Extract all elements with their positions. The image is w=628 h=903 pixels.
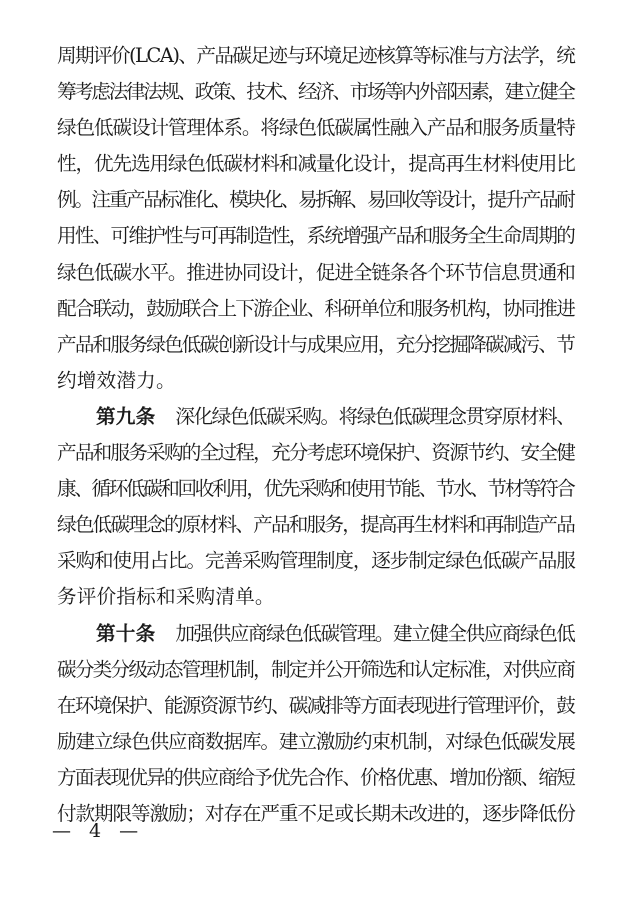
line-text: 例。注重产品标准化、模块化、易拆解、易回收等设计，提升产品耐 <box>57 188 574 212</box>
line-text: 方面表现优异的供应商给予优先合作、价格优惠、增加份额、缩短 <box>57 765 575 789</box>
line-text: 康、循环低碳和回收利用，优先采购和使用节能、节水、节材等符合 <box>57 477 574 501</box>
article-10-first-line <box>0 614 628 654</box>
text-line <box>0 686 628 726</box>
line-text: 深化绿色低碳采购。将绿色低碳理念贯穿原材料、 <box>175 404 575 428</box>
text-line <box>0 541 628 581</box>
line-text: 励建立绿色供应商数据库。建立激励约束机制，对绿色低碳发展 <box>57 729 575 753</box>
line-text: 在环境保护、能源资源节约、碳减排等方面表现进行管理评价，鼓 <box>57 693 575 717</box>
text-line <box>0 758 628 798</box>
text-line <box>0 325 628 365</box>
page-number: — 4 — <box>52 820 145 842</box>
line-text: 性，优先选用绿色低碳材料和减量化设计，提高再生材料使用比 <box>57 152 575 176</box>
line-text: 约增效潜力。 <box>57 368 176 392</box>
text-line <box>0 722 628 762</box>
line-text: 采购和使用占比。完善采购管理制度，逐步制定绿色低碳产品服 <box>57 549 575 573</box>
text-line <box>0 361 628 401</box>
text-line <box>0 180 628 220</box>
article-10-heading: 第十条 <box>96 621 156 645</box>
line-text: 产品和服务绿色低碳创新设计与成果应用，充分挖掘降碳减污、节 <box>57 332 575 356</box>
article-9-heading: 第九条 <box>96 404 156 428</box>
text-line <box>0 289 628 329</box>
line-text: 绿色低碳理念的原材料、产品和服务，提高再生材料和再制造产品 <box>57 513 575 537</box>
line-text: 周期评价(LCA)、产品碳足迹与环境足迹核算等标准与方法学，统 <box>57 44 575 67</box>
text-line <box>0 108 628 148</box>
text-line <box>0 577 628 617</box>
text-line <box>0 144 628 184</box>
line-text: 碳分类分级动态管理机制，制定并公开筛选和认定标准，对供应商 <box>57 657 575 681</box>
line-text: 筹考虑法律法规、政策、技术、经济、市场等内外部因素，建立健全 <box>57 80 574 104</box>
line-text: 付款期限等激励；对存在严重不足或长期未改进的，逐步降低份 <box>57 802 575 825</box>
article-9-first-line <box>0 397 628 437</box>
line-text: 产品和服务采购的全过程，充分考虑环境保护、资源节约、安全健 <box>57 441 575 465</box>
text-line <box>0 72 628 112</box>
text-line <box>0 433 628 473</box>
text-line <box>0 650 628 690</box>
line-text: 用性、可维护性与可再制造性，系统增强产品和服务全生命周期的 <box>57 224 575 248</box>
line-text: 绿色低碳水平。推进协同设计，促进全链条各个环节信息贯通和 <box>57 260 575 284</box>
line-text: 加强供应商绿色低碳管理。建立健全供应商绿色低 <box>175 621 575 645</box>
text-line <box>0 36 628 76</box>
line-text: 绿色低碳设计管理体系。将绿色低碳属性融入产品和服务质量特 <box>57 116 575 140</box>
text-line <box>0 216 628 256</box>
line-text: 务评价指标和采购清单。 <box>57 585 275 609</box>
text-line <box>0 253 628 293</box>
line-text: 配合联动，鼓励联合上下游企业、科研单位和服务机构，协同推进 <box>57 296 575 320</box>
text-line <box>0 505 628 545</box>
text-line <box>0 469 628 509</box>
